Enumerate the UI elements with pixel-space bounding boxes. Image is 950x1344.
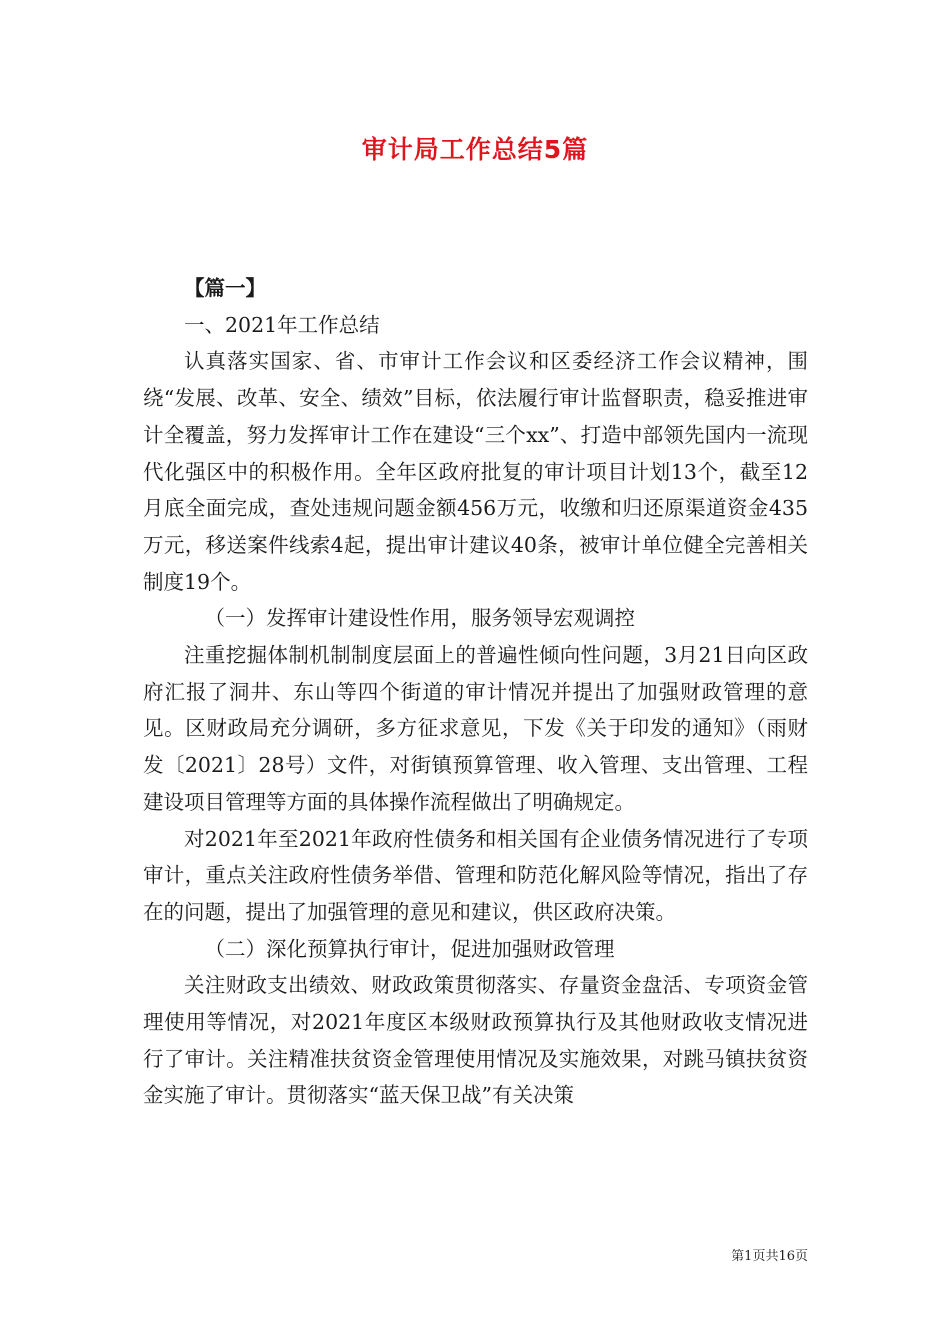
page-number: 第1页共16页 bbox=[731, 1249, 808, 1264]
subsection-heading: （一）发挥审计建设性作用，服务领导宏观调控 bbox=[204, 606, 635, 631]
paragraph: 关注财政支出绩效、财政政策贯彻落实、存量资金盘活、专项资金管理使用等情况，对2021年度区本级财政预算执行及其他财政收支情况进行了审计。关注精准扶贫资金管理使用情况及实施效果，对跳马镇扶贫资金实施了审计。贯彻落实“蓝天保卫战”有关决策 bbox=[143, 973, 808, 1108]
paragraph: 对2021年至2021年政府性债务和相关国有企业债务情况进行了专项审计，重点关注政府性债务举借、管理和防范化解风险等情况，指出了存在的问题，提出了加强管理的意见和建议，供区政府决策。 bbox=[143, 826, 808, 924]
paragraph: 认真落实国家、省、市审计工作会议和区委经济工作会议精神，围绕“发展、改革、安全、绩效”目标，依法履行审计监督职责，稳妥推进审计全覆盖，努力发挥审计工作在建设“三个xx”、打造中部领先国内一流现代化强区中的积极作用。全年区政府批复的审计项目计划13个，截至12月底全面完成，查处违规问题金额456万元，收缴和归还原渠道资金435万元，移送案件线索4起，提出审计建议40条，被审计单位健全完善相关制度19个。 bbox=[143, 349, 808, 594]
section-heading: 一、2021年工作总结 bbox=[184, 312, 380, 337]
subsection-heading: （二）深化预算执行审计，促进加强财政管理 bbox=[204, 936, 615, 961]
document-title: 审计局工作总结5篇 bbox=[361, 135, 589, 164]
chapter-heading: 【篇一】 bbox=[184, 276, 266, 300]
paragraph: 注重挖掘体制机制制度层面上的普遍性倾向性问题，3月21日向区政府汇报了洞井、东山等四个街道的审计情况并提出了加强财政管理的意见。区财政局充分调研，多方征求意见，下发《关于印发的通知》（雨财发〔2021〕28号）文件，对街镇预算管理、收入管理、支出管理、工程建设项目管理等方面的具体操作流程做出了明确规定。 bbox=[143, 643, 808, 814]
document-body bbox=[143, 270, 808, 1114]
